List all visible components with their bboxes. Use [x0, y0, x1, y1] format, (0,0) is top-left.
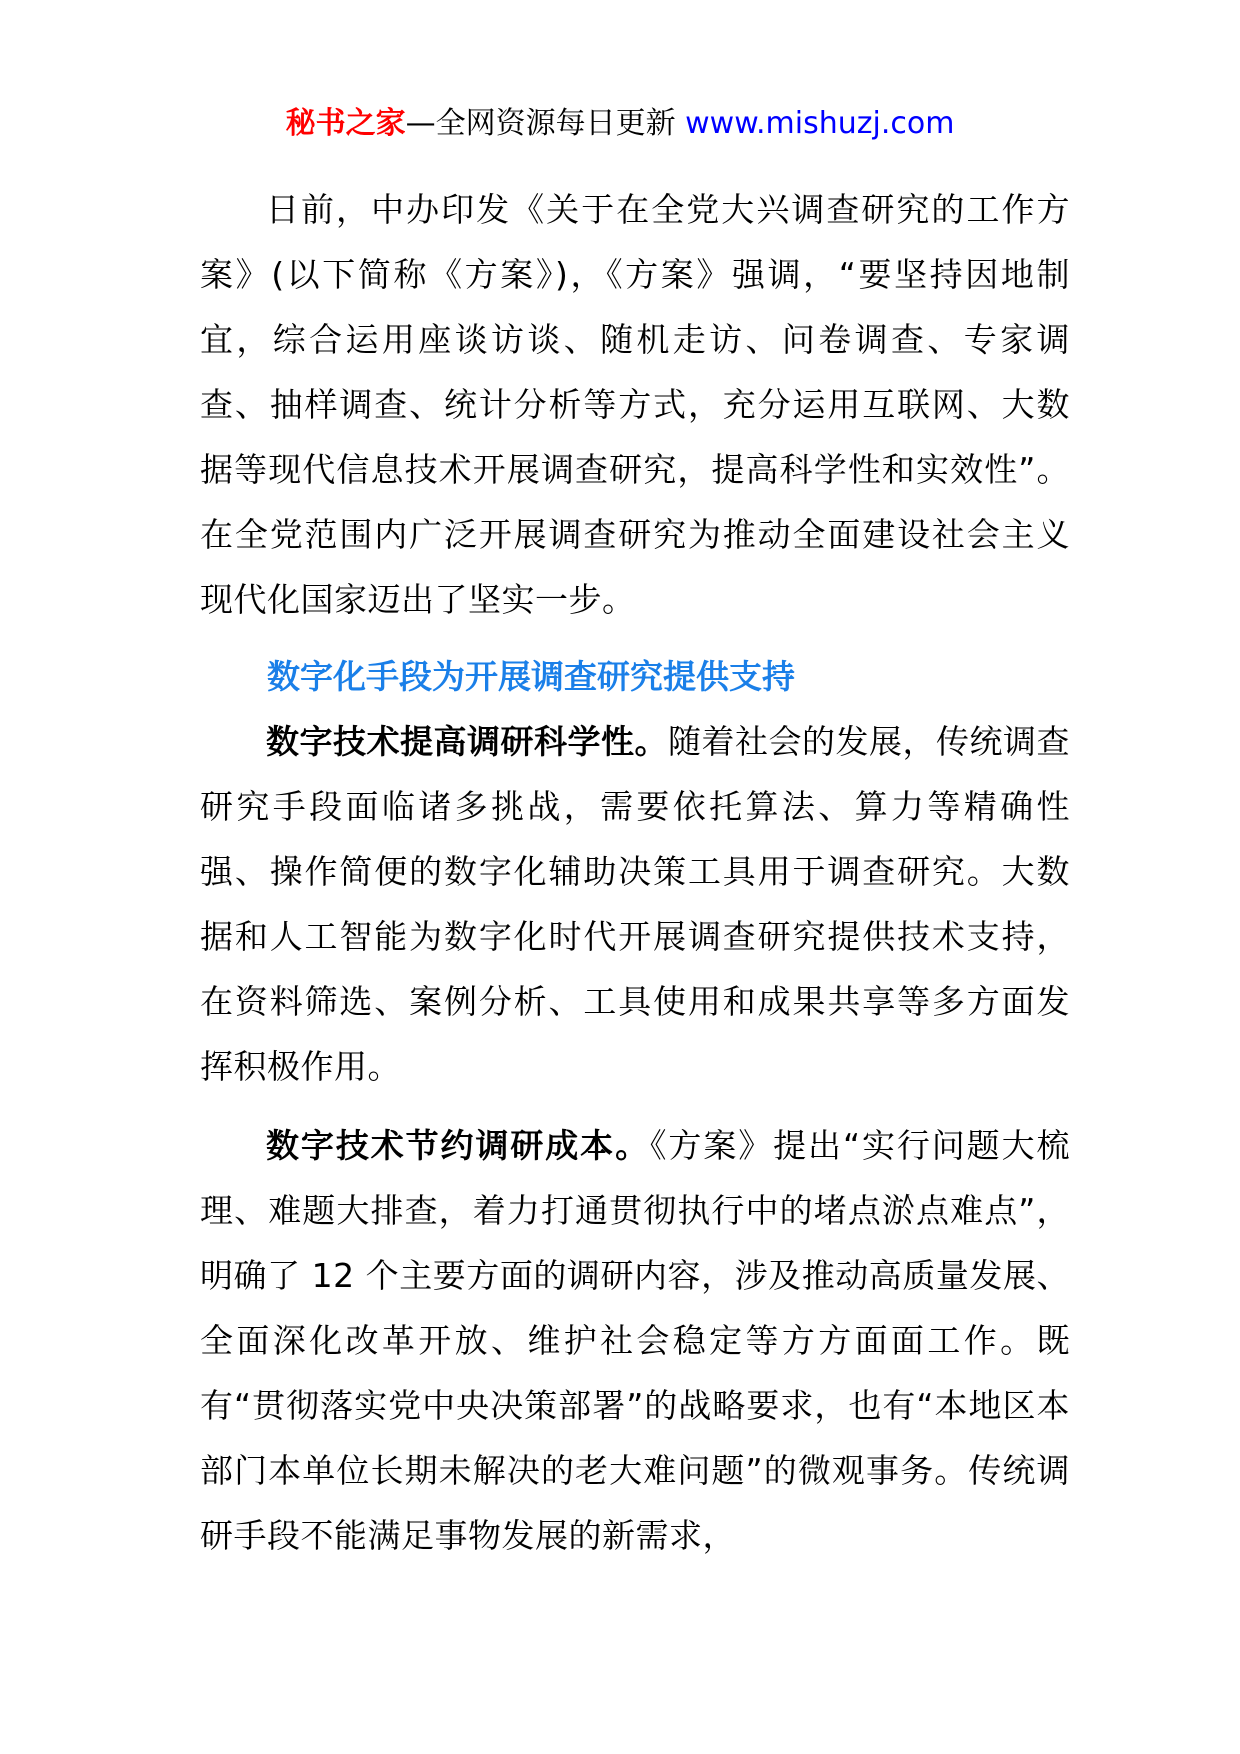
paragraph-lead: 数字技术节约调研成本。: [266, 1126, 650, 1165]
paragraph-cost: [200, 1113, 1070, 1568]
intro-paragraph: 日前，中办印发《关于在全党大兴调查研究的工作方案》(以下简称《方案》)，《方案》强调，“要坚持因地制宜，综合运用座谈访谈、随机走访、问卷调查、专家调查、抽样调查、统计分析等方式，充分运用互联网、大数据等现代信息技术开展调查研究，提高科学性和实效性”。在全党范围内广泛开展调查研究为推动全面建设社会主义现代化国家迈出了坚实一步。: [200, 190, 1070, 619]
section-heading: 数字化手段为开展调查研究提供支持: [267, 657, 795, 696]
header-slogan: —全网资源每日更新: [405, 106, 686, 141]
brand-name: 秘书之家: [285, 106, 406, 141]
paragraph-text: 《方案》提出“实行问题大梳理、难题大排查，着力打通贯彻执行中的堵点淤点难点”，明确了 12 个主要方面的调研内容，涉及推动高质量发展、全面深化改革开放、维护社会稳定等方方面面工作。既有“贯彻落实党中央决策部署”的战略要求，也有“本地区本部门本单位长期未解决的老大难问题”的微观事务。传统调研手段不能满足事物发展的新需求，: [200, 1126, 1070, 1555]
article-body: [200, 177, 1070, 1568]
paragraph-lead: 数字技术提高调研科学性。: [266, 722, 668, 761]
site-url-link[interactable]: www.mishuzj.com: [685, 106, 955, 141]
paragraph-text: 随着社会的发展，传统调查研究手段面临诸多挑战，需要依托算法、算力等精确性强、操作简便的数字化辅助决策工具用于调查研究。大数据和人工智能为数字化时代开展调查研究提供技术支持，在资料筛选、案例分析、工具使用和成果共享等多方面发挥积极作用。: [200, 722, 1070, 1086]
paragraph-scientific: [200, 709, 1070, 1099]
header-banner: [0, 102, 1240, 146]
